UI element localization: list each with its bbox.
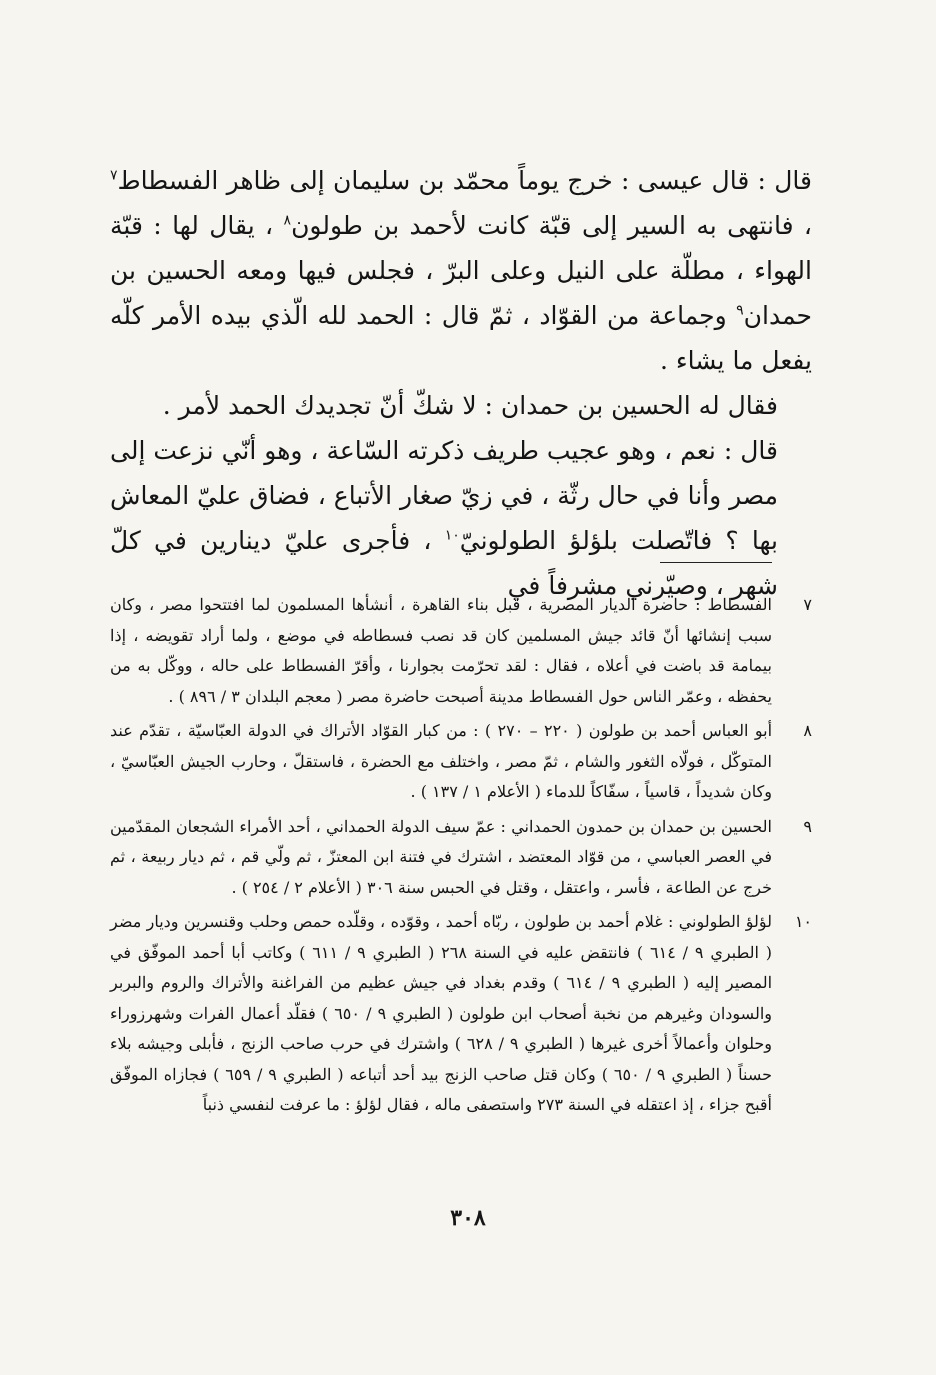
footnote-number: ٧: [803, 595, 812, 614]
paragraph-1-text-c: ، يقال لها : قبّة الهواء ، مطلّة على النيل وعلى البرّ ، فجلس فيها ومعه الحسين بن حمدان: [110, 211, 812, 330]
footnote-ref-8[interactable]: ٨: [283, 212, 292, 229]
paragraph-1: [110, 158, 812, 383]
footnote-separator: [660, 562, 772, 563]
footnote-number: ١٠: [794, 912, 812, 931]
footnote-ref-7[interactable]: ٧: [110, 167, 118, 184]
footnote-7: [110, 590, 812, 712]
footnote-text: الفسطاط : حاضرة الديار المصرية ، قبل بناء القاهرة ، أنشأها المسلمون لما افتتحوا مصر ، وكان سبب إنشائها أنّ قائد جيش المسلمين كان قد نصب فسطاطه في موضع ، ولما أراد تقويضه ، إذا بيمامة قد باضت في أعلاه ، فقال : لقد تحرّمت بجوارنا ، وأقرّ الفسطاط على حاله ، ووكّل به من يحفظه ، وعمّر الناس حول الفسطاط مدينة أصبحت حاضرة مصر ( معجم البلدان ٣ / ٨٩٦ ) .: [110, 595, 772, 706]
paragraph-3-text-b: ، فأجرى عليّ دينارين في كلّ شهر ، وصيّرني مشرفاً في: [110, 526, 778, 600]
footnote-ref-9[interactable]: ٩: [736, 302, 744, 319]
footnote-number: ٩: [803, 816, 812, 836]
page-number: ٣٠٨: [450, 1205, 486, 1231]
footnote-text: لؤلؤ الطولوني : غلام أحمد بن طولون ، ربّاه أحمد ، وقوّده ، وقلّده حمص وحلب وقنسرين وديار مضر ( الطبري ٩ / ٦١٤ ) فانتقض عليه في السنة ٢٦٨ ( الطبري ٩ / ٦١١ ) وكاتب أبا أحمد الموفّق في المصير إليه ( الطبري ٩ / ٦١٤ ) وقدم بغداد في جيش عظيم من الفراغنة والأتراك والروم والبربر والسودان وغيرهم من نخبة أصحاب ابن طولون ( الطبري ٩ / ٦٥٠ ) فقلّد أعمال الفرات وشهرزوراء وحلوان وأعمالاً أخرى غيرها ( الطبري ٩ / ٦٢٨ ) واشترك في حرب صاحب الزنج ، فأبلى وجيشه بلاء حسناً ( الطبري ٩ / ٦٥٠ ) وكان قتل صاحب الزنج بيد أحد أتباعه ( الطبري ٩ / ٦٥٩ ) فجازاه الموفّق أقبح جزاء ، إذ اعتقله في السنة ٢٧٣ واستصفى ماله ، فقال لؤلؤ : ما عرفت لنفسي ذنباً: [110, 912, 773, 1114]
footnote-number: ٨: [803, 721, 812, 740]
footnote-10: [110, 907, 812, 1121]
footnote-ref-10[interactable]: ١٠: [444, 527, 460, 544]
footnotes: [110, 590, 812, 1125]
footnote-8: [110, 716, 812, 808]
footnote-text: الحسين بن حمدان بن حمدون الحمداني : عمّ سيف الدولة الحمداني ، أحد الأمراء الشجعان المقدّمين في العصر العباسي ، من قوّاد المعتضد ، اشترك في فتنة ابن المعتزّ ، ثم ولّي قم ، ثم ديار ربيعة ، ثم خرج عن الطاعة ، فأسر ، واعتقل ، وقتل في الحبس سنة ٣٠٦ ( الأعلام ٢ / ٢٥٤ ) .: [110, 816, 772, 897]
footnote-text: أبو العباس أحمد بن طولون ( ٢٢٠ – ٢٧٠ ) : من كبار القوّاد الأتراك في الدولة العبّاسيّة ، تقدّم عند المتوكّل ، فولّاه الثغور والشام ، ثمّ مصر ، واختلف مع الحضرة ، فاستقلّ ، وحارب الجيش العبّاسيّ ، وكان شديداً ، قاسياً ، سفّاكاً للدماء ( الأعلام ١ / ١٣٧ ) .: [110, 721, 773, 801]
footnote-9: [110, 812, 812, 904]
paragraph-1-text-a: قال : قال عيسى : خرج يوماً محمّد بن سليمان إلى ظاهر الفسطاط: [117, 166, 812, 195]
paragraph-3-text-a: قال : نعم ، وهو عجيب طريف ذكرته السّاعة ، وهو أنّي نزعت إلى مصر وأنا في حال رثّة ، في زيّ صغار الأتباع ، فضاق عليّ المعاش بها ؟ فاتّصلت بلؤلؤ الطولونيّ: [110, 436, 778, 555]
paragraph-1-text-b: ، فانتهى به السير إلى قبّة كانت لأحمد بن طولون: [291, 211, 812, 240]
main-text: [110, 158, 812, 608]
paragraph-1-text-d: وجماعة من القوّاد ، ثمّ قال : الحمد لله الّذي بيده الأمر كلّه يفعل ما يشاء .: [110, 301, 812, 375]
paragraph-3: [110, 428, 812, 608]
paragraph-2: فقال له الحسين بن حمدان : لا شكّ أنّ تجديدك الحمد لأمر .: [162, 391, 778, 420]
